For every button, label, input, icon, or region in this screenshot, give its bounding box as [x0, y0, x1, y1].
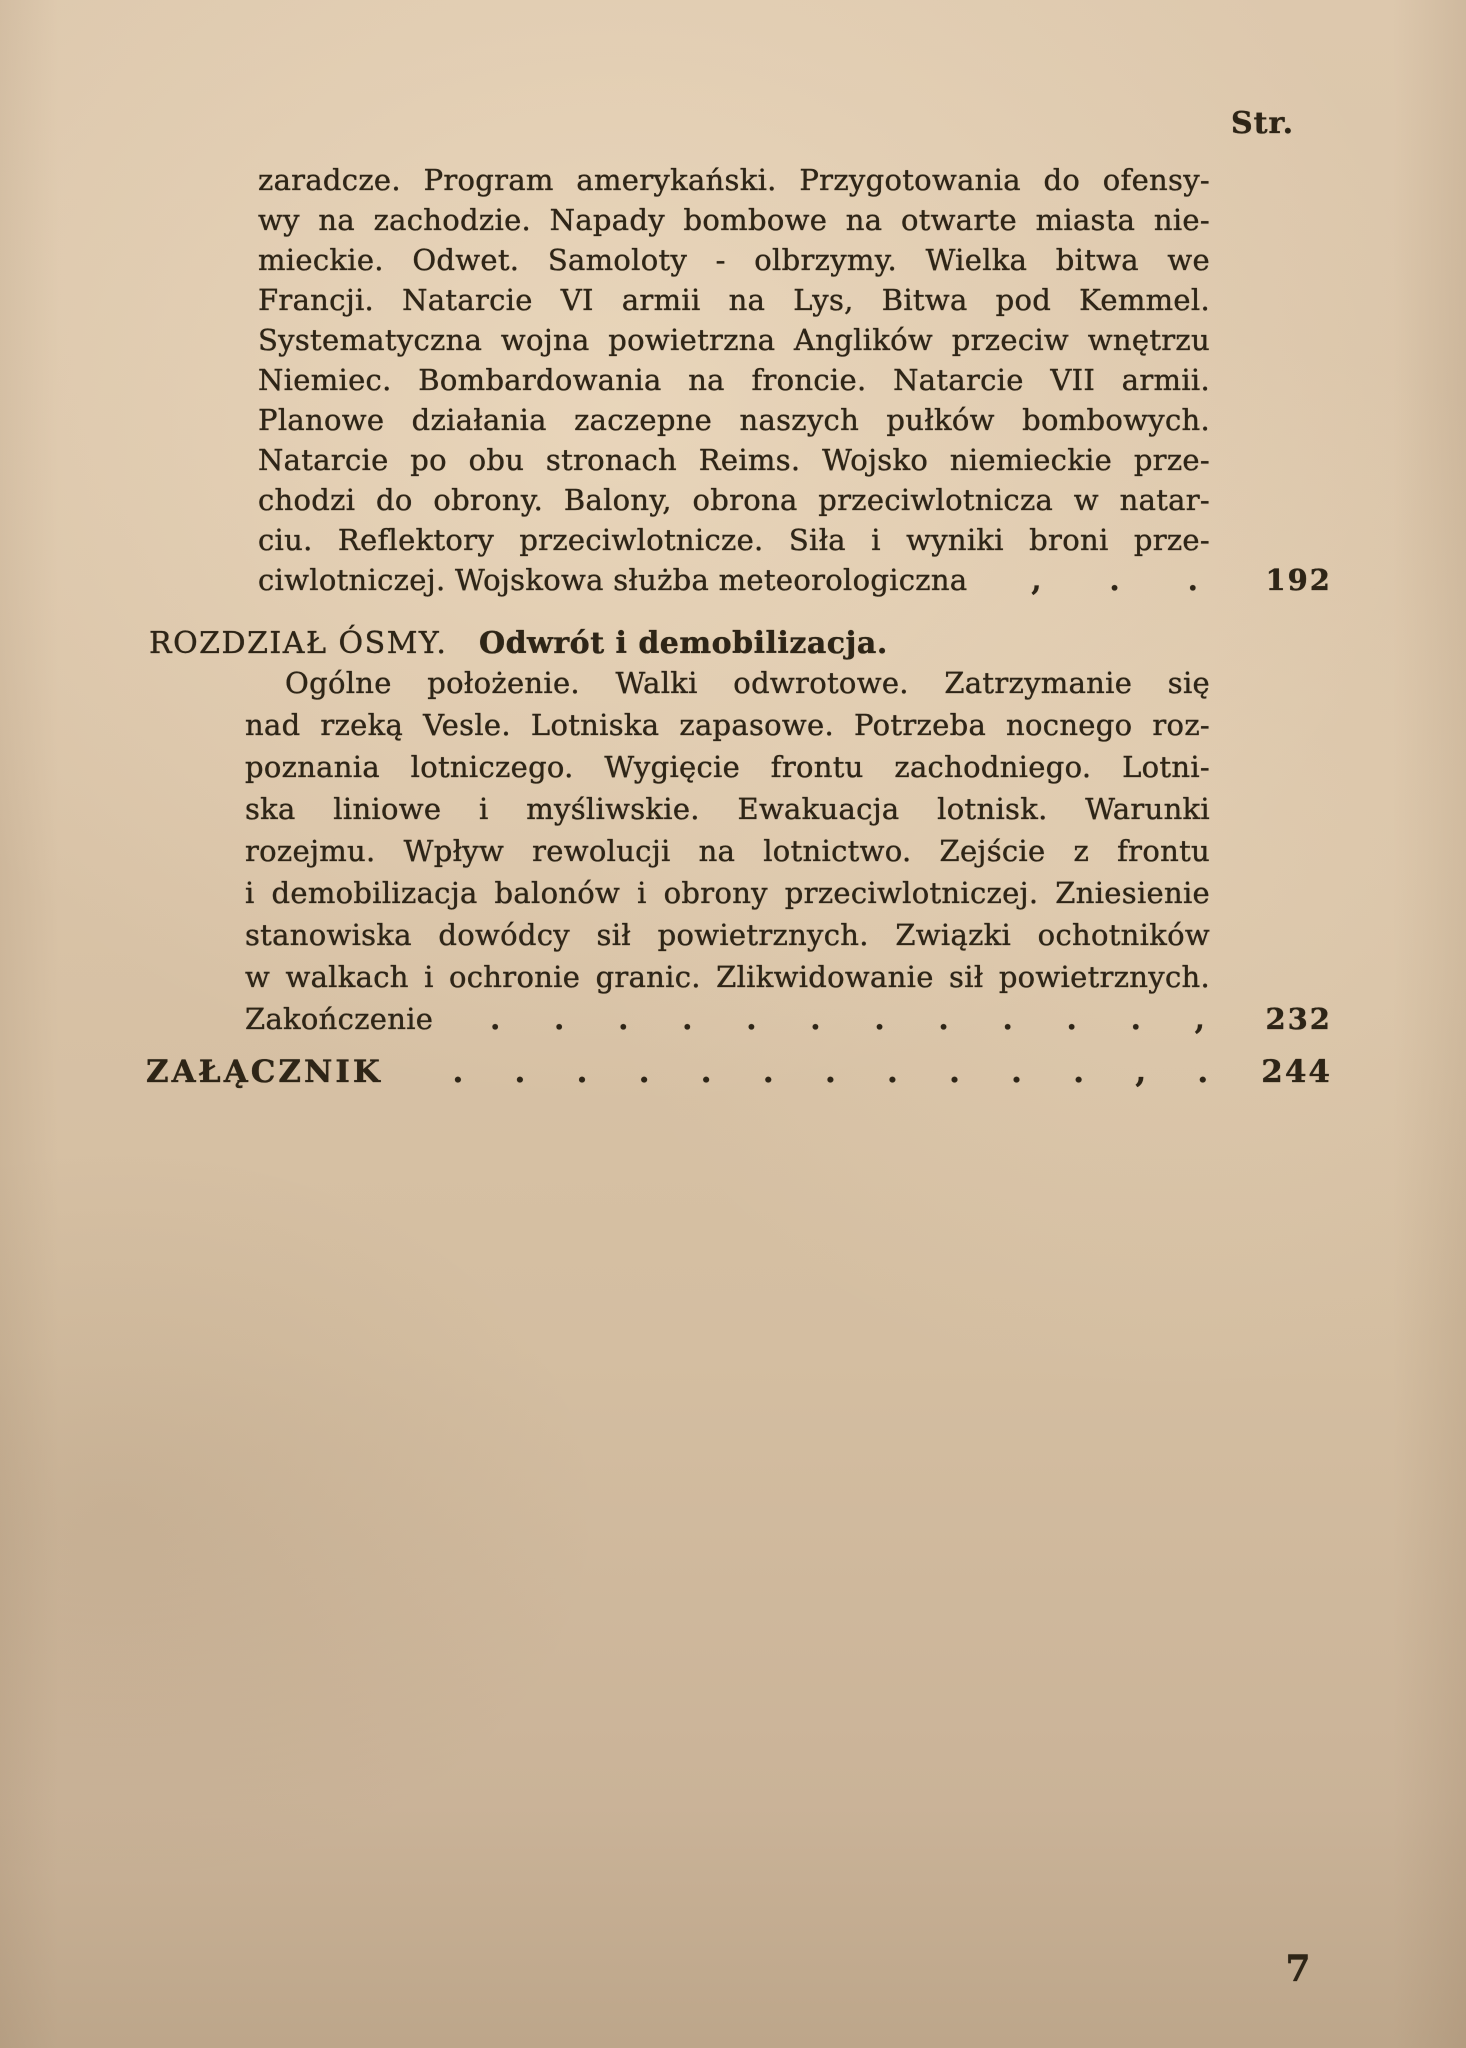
toc-ref-line	[258, 560, 1332, 600]
toc-line: Systematyczna wojna powietrzna Anglików przeciw wnętrzu	[258, 323, 1210, 357]
toc-line: ska liniowe i myśliwskie. Ewakuacja lotnisk. Warunki	[245, 792, 1210, 826]
toc-line: ciwlotniczej. Wojskowa służba meteorologiczna	[258, 563, 968, 597]
toc-line: rozejmu. Wpływ rewolucji na lotnictwo. Zejście z frontu	[245, 834, 1210, 868]
toc-line: chodzi do obrony. Balony, obrona przeciwlotnicza w natar-	[258, 483, 1210, 517]
toc-line: Ogólne położenie. Walki odwrotowe. Zatrzymanie się	[285, 666, 1210, 700]
toc-line: wy na zachodzie. Napady bombowe na otwarte miasta nie-	[258, 203, 1210, 237]
toc-line: ciu. Reflektory przeciwlotnicze. Siła i wyniki broni prze-	[258, 523, 1210, 557]
toc-appendix-entry	[146, 1054, 1332, 1090]
dot-leader: , . .	[1031, 563, 1199, 597]
toc-line: w walkach i ochronie granic. Zlikwidowanie sił powietrznych.	[245, 960, 1210, 994]
toc-line: mieckie. Odwet. Samoloty - olbrzymy. Wielka bitwa we	[258, 243, 1210, 277]
page-ref: 232	[1265, 1002, 1332, 1036]
toc-line: Zakończenie	[245, 1002, 434, 1036]
toc-line: Francji. Natarcie VI armii na Lys, Bitwa pod Kemmel.	[258, 283, 1210, 317]
toc-ref-line	[245, 998, 1332, 1040]
page-ref: 192	[1265, 563, 1332, 597]
page-number: 7	[1285, 1948, 1311, 1990]
toc-line: i demobilizacja balonów i obrony przeciwlotniczej. Zniesienie	[245, 876, 1210, 910]
chapter-title: Odwrót i demobilizacja.	[478, 626, 888, 661]
toc-line: Niemiec. Bombardowania na froncie. Natarcie VII armii.	[258, 363, 1210, 397]
toc-line: Planowe działania zaczepne naszych pułków bombowych.	[258, 403, 1210, 437]
page-ref: 244	[1261, 1054, 1332, 1090]
toc-chapter-eight-summary	[245, 662, 1332, 1040]
toc-line: Natarcie po obu stronach Reims. Wojsko niemieckie prze-	[258, 443, 1210, 477]
toc-line: poznania lotniczego. Wygięcie frontu zachodniego. Lotni-	[245, 750, 1210, 784]
dot-leader: . . . . . . . . . . . , .	[452, 1054, 1209, 1090]
page-column-header: Str.	[1231, 106, 1295, 141]
toc-chapter-seven-continuation	[258, 160, 1332, 600]
chapter-number-label: ROZDZIAŁ ÓSMY.	[149, 626, 448, 661]
dot-leader: . . . . . . . . . . . ,	[490, 1002, 1206, 1036]
toc-line: zaradcze. Program amerykański. Przygotowania do ofensy-	[258, 163, 1210, 197]
appendix-label: ZAŁĄCZNIK	[146, 1054, 383, 1090]
toc-line: stanowiska dowódcy sił powietrznych. Związki ochotników	[245, 918, 1210, 952]
toc-line: nad rzeką Vesle. Lotniska zapasowe. Potrzeba nocnego roz-	[245, 708, 1210, 742]
chapter-eight-heading	[149, 626, 888, 661]
